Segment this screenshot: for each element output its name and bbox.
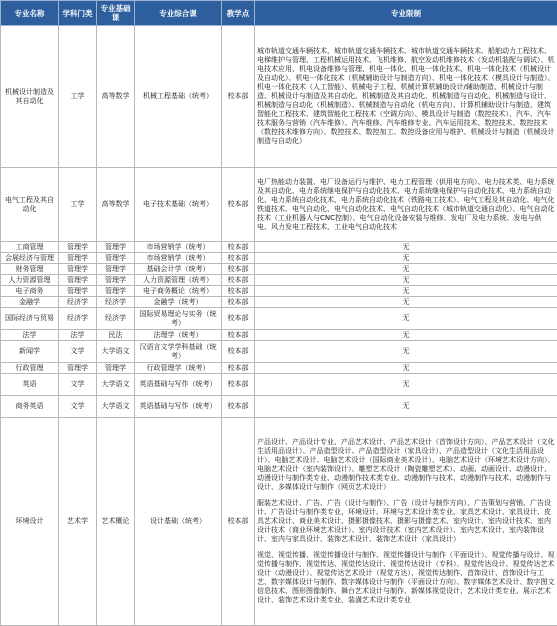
cell-comprehensive-course: 机械工程基础（统考） bbox=[135, 26, 222, 168]
table-header-row bbox=[1, 1, 557, 26]
cell-teaching-site: 校本部 bbox=[222, 253, 255, 264]
cell-teaching-site: 校本部 bbox=[222, 286, 255, 297]
cell-comprehensive-course: 英语基础与写作（统考） bbox=[135, 396, 222, 418]
table-row bbox=[1, 363, 557, 374]
cell-teaching-site: 校本部 bbox=[222, 308, 255, 330]
cell-major-name: 会展经济与管理 bbox=[1, 253, 59, 264]
cell-teaching-site: 校本部 bbox=[222, 275, 255, 286]
cell-teaching-site: 校本部 bbox=[222, 242, 255, 253]
cell-teaching-site: 校本部 bbox=[222, 363, 255, 374]
table-row bbox=[1, 168, 557, 242]
cell-basic-course: 管理学 bbox=[97, 286, 135, 297]
cell-major-name: 人力资源管理 bbox=[1, 275, 59, 286]
table-row bbox=[1, 341, 557, 363]
cell-major-name: 电子商务 bbox=[1, 286, 59, 297]
table-row bbox=[1, 286, 557, 297]
table-row bbox=[1, 26, 557, 168]
cell-comprehensive-course: 电子商务概论（统考） bbox=[135, 286, 222, 297]
cell-category: 管理学 bbox=[59, 286, 97, 297]
cell-category: 管理学 bbox=[59, 275, 97, 286]
cell-category: 工学 bbox=[59, 168, 97, 242]
header-major-name: 专业名称 bbox=[1, 1, 59, 26]
cell-major-name: 电气工程及其自动化 bbox=[1, 168, 59, 242]
cell-comprehensive-course: 金融学（统考） bbox=[135, 297, 222, 308]
cell-teaching-site: 校本部 bbox=[222, 264, 255, 275]
cell-category: 艺术学 bbox=[59, 418, 97, 626]
cell-category: 文学 bbox=[59, 341, 97, 363]
cell-category: 管理学 bbox=[59, 264, 97, 275]
table-row bbox=[1, 264, 557, 275]
cell-basic-course: 经济学 bbox=[97, 297, 135, 308]
cell-basic-course: 大学语文 bbox=[97, 341, 135, 363]
cell-comprehensive-course: 市场营销学（统考） bbox=[135, 253, 222, 264]
cell-comprehensive-course: 行政管理学（统考） bbox=[135, 363, 222, 374]
cell-basic-course: 大学语文 bbox=[97, 396, 135, 418]
cell-comprehensive-course: 人力资源管理（统考） bbox=[135, 275, 222, 286]
cell-comprehensive-course: 基础会计学（统考） bbox=[135, 264, 222, 275]
header-comprehensive-course: 专业综合课 bbox=[135, 1, 222, 26]
table-row bbox=[1, 308, 557, 330]
cell-restriction: 无 bbox=[255, 275, 557, 286]
cell-restriction: 无 bbox=[255, 308, 557, 330]
cell-major-name: 法学 bbox=[1, 330, 59, 341]
cell-comprehensive-course: 电子技术基础（统考） bbox=[135, 168, 222, 242]
table-row bbox=[1, 297, 557, 308]
cell-major-name: 财务管理 bbox=[1, 264, 59, 275]
cell-category: 文学 bbox=[59, 374, 97, 396]
header-teaching-site: 教学点 bbox=[222, 1, 255, 26]
cell-category: 管理学 bbox=[59, 363, 97, 374]
cell-basic-course: 大学语文 bbox=[97, 374, 135, 396]
cell-comprehensive-course: 法理学（统考） bbox=[135, 330, 222, 341]
header-restriction: 专业限制 bbox=[255, 1, 557, 26]
cell-restriction: 无 bbox=[255, 264, 557, 275]
cell-major-name: 机械设计制造及其自动化 bbox=[1, 26, 59, 168]
cell-category: 经济学 bbox=[59, 297, 97, 308]
table-row bbox=[1, 275, 557, 286]
cell-basic-course: 经济学 bbox=[97, 308, 135, 330]
cell-restriction: 无 bbox=[255, 374, 557, 396]
cell-comprehensive-course: 设计基础（统考） bbox=[135, 418, 222, 626]
cell-category: 文学 bbox=[59, 396, 97, 418]
cell-restriction: 无 bbox=[255, 341, 557, 363]
cell-comprehensive-course: 英语基础与写作（统考） bbox=[135, 374, 222, 396]
cell-comprehensive-course: 汉语言文学学科基础（统考） bbox=[135, 341, 222, 363]
cell-major-name: 英语 bbox=[1, 374, 59, 396]
cell-teaching-site: 校本部 bbox=[222, 297, 255, 308]
cell-restriction: 无 bbox=[255, 253, 557, 264]
cell-restriction: 电厂热能动力装置、电厂设备运行与维护、电力工程管理（供用电方向）、电力技术类、电力系统及其自动化、电力系统继电保护与自动化技术、电力系统继电保护与自动化技术、电力系统自动化、电力系统自动化技术、电力系统自动化技术（铁路电工技术）、电气工程及其自动化、电气化铁道技术、电气自动化、电气自动化技术、电气自动化技术（城市轨道交通自动化）、电气自动化技术（工业机器人与CNC控制）、电气自动化设备安装与维修、发电厂及电力系统、发电与供电、风力发电工程技术、工业电气自动化技术 bbox=[255, 168, 557, 242]
table-row bbox=[1, 374, 557, 396]
cell-category: 管理学 bbox=[59, 242, 97, 253]
cell-basic-course: 民法 bbox=[97, 330, 135, 341]
cell-teaching-site: 校本部 bbox=[222, 418, 255, 626]
cell-teaching-site: 校本部 bbox=[222, 341, 255, 363]
cell-restriction: 无 bbox=[255, 242, 557, 253]
cell-category: 管理学 bbox=[59, 253, 97, 264]
cell-major-name: 工商管理 bbox=[1, 242, 59, 253]
cell-major-name: 新闻学 bbox=[1, 341, 59, 363]
table-row bbox=[1, 253, 557, 264]
cell-comprehensive-course: 市场营销学（统考） bbox=[135, 242, 222, 253]
cell-category: 经济学 bbox=[59, 308, 97, 330]
cell-category: 工学 bbox=[59, 26, 97, 168]
table-row bbox=[1, 330, 557, 341]
cell-teaching-site: 校本部 bbox=[222, 168, 255, 242]
cell-major-name: 环境设计 bbox=[1, 418, 59, 626]
cell-basic-course: 管理学 bbox=[97, 275, 135, 286]
restriction-paragraph: 服装艺术设计、广告、广告（设计与制作）、广告（设计与制作方向）、广告策划与营销、广告设计、广告设计与制作类专业、环境设计、环境与艺术设计类专业、家具艺术设计、家具设计、皮具艺术设计、商业美术设计、摄影摄像技术、摄影与摄像艺术、室内设计、室内设计技术、室内设计技术（商业环境艺术设计）、室内设计技术（室内艺术设计）、室内艺术设计、室内装饰设计、室内与家具设计、装饰艺术设计、装饰艺术设计（家具设计） bbox=[257, 499, 555, 544]
restriction-paragraph: 视觉、视觉传播、视觉传播设计与制作、视觉传播设计与制作（平面设计）、视觉传播与设计、视觉传播与制作、视觉传达、视觉传达设计、视觉传达设计（专科）、视觉传达设计、视觉传达艺术设计（动漫设计）、视觉传达艺术设计（视觉方达）、视觉传达制作、首饰设计、首饰设计与工艺、数字媒体设计与制作、数字媒体设计与制作（平面设计方向）、数字媒体艺术设计、数字图文信息技术、图形图像制作、舞台艺术设计与制作、新媒体视觉设计、艺术设计类专业、展示艺术设计、装饰艺术设计类专业、装潢艺术设计类专业 bbox=[257, 551, 555, 605]
cell-restriction: 无 bbox=[255, 330, 557, 341]
cell-major-name: 行政管理 bbox=[1, 363, 59, 374]
table-row bbox=[1, 242, 557, 253]
cell-basic-course: 管理学 bbox=[97, 253, 135, 264]
header-category: 学科门类 bbox=[59, 1, 97, 26]
cell-teaching-site: 校本部 bbox=[222, 396, 255, 418]
table-row bbox=[1, 418, 557, 626]
cell-basic-course: 高等数学 bbox=[97, 168, 135, 242]
cell-basic-course: 管理学 bbox=[97, 242, 135, 253]
cell-comprehensive-course: 国际贸易理论与实务（统考） bbox=[135, 308, 222, 330]
cell-major-name: 商务英语 bbox=[1, 396, 59, 418]
cell-major-name: 金融学 bbox=[1, 297, 59, 308]
cell-basic-course: 高等数学 bbox=[97, 26, 135, 168]
table-row bbox=[1, 396, 557, 418]
cell-basic-course: 管理学 bbox=[97, 264, 135, 275]
header-basic-course: 专业基础课 bbox=[97, 1, 135, 26]
cell-basic-course: 管理学 bbox=[97, 363, 135, 374]
cell-restriction bbox=[255, 418, 557, 626]
cell-restriction: 无 bbox=[255, 286, 557, 297]
cell-restriction: 无 bbox=[255, 363, 557, 374]
cell-basic-course: 艺术概论 bbox=[97, 418, 135, 626]
cell-restriction: 城市轨道交通车辆技术、城市轨道交通车辆技术、城市轨道交通车辆技术、船舶动力工程技术、电梯维护与管理、工程机械运用技术、飞机维修、航空发动机维修技术（发动机装配与调试）、机电技术应用、机电设备维修与管理、机电一体化、机电一体化技术、机电一体化技术（机械设计及自动化）、机电一体化技术（机械辅助设计与制造方向）、机电一体化技术（模具设计与制造）、机电一体化技术（人工智能）、机械电子工程、机械计算机辅助设计/辅助制造、机械设计与制造、机械设计与制造及其自动化、机械制造及其自动化、机械制造与自动化、机械制造与设计、机械制造与自动化（机械制造）、机械制造与自动化（机电方向）、计算机辅助设计与制造、建筑智能化工程技术、建筑智能化工程技术（空调方向）、模具设计与制造（数控技术）、汽车、汽车技术服务与营销（汽车维修）、汽车维修、汽车维修专业、汽车运用技术、数控技术、数控技术（数控技术维修方向）、数控技术、数控加工、数控设备应用与维护、机械设计与制造（机械设计制造与自动化） bbox=[255, 26, 557, 168]
restriction-paragraph: 产品设计、产品设计专业、产品艺术设计、产品艺术设计（首饰设计方向）、产品艺术设计（文化生活用品设计）、产品造型设计、产品造型设计（家具设计）、产品造型设计（文化生活用品设计）、电脑艺术设计、电脑艺术设计（国际商业美术设计）、电脑艺术设计（环境艺术设计方向）、电脑艺术设计（室内装饰设计）、雕塑艺术设计（陶瓷雕塑艺术）、动画、动画设计、动漫设计、动漫设计与制作类专业、动漫制作技术类专业、动漫制作与技术、动漫制作与技术、动漫制作与设计、多媒体设计与制作（网页艺术设计） bbox=[257, 438, 555, 492]
cell-restriction: 无 bbox=[255, 396, 557, 418]
cell-teaching-site: 校本部 bbox=[222, 374, 255, 396]
cell-category: 法学 bbox=[59, 330, 97, 341]
cell-teaching-site: 校本部 bbox=[222, 330, 255, 341]
cell-teaching-site: 校本部 bbox=[222, 26, 255, 168]
cell-restriction: 无 bbox=[255, 297, 557, 308]
cell-major-name: 国际经济与贸易 bbox=[1, 308, 59, 330]
